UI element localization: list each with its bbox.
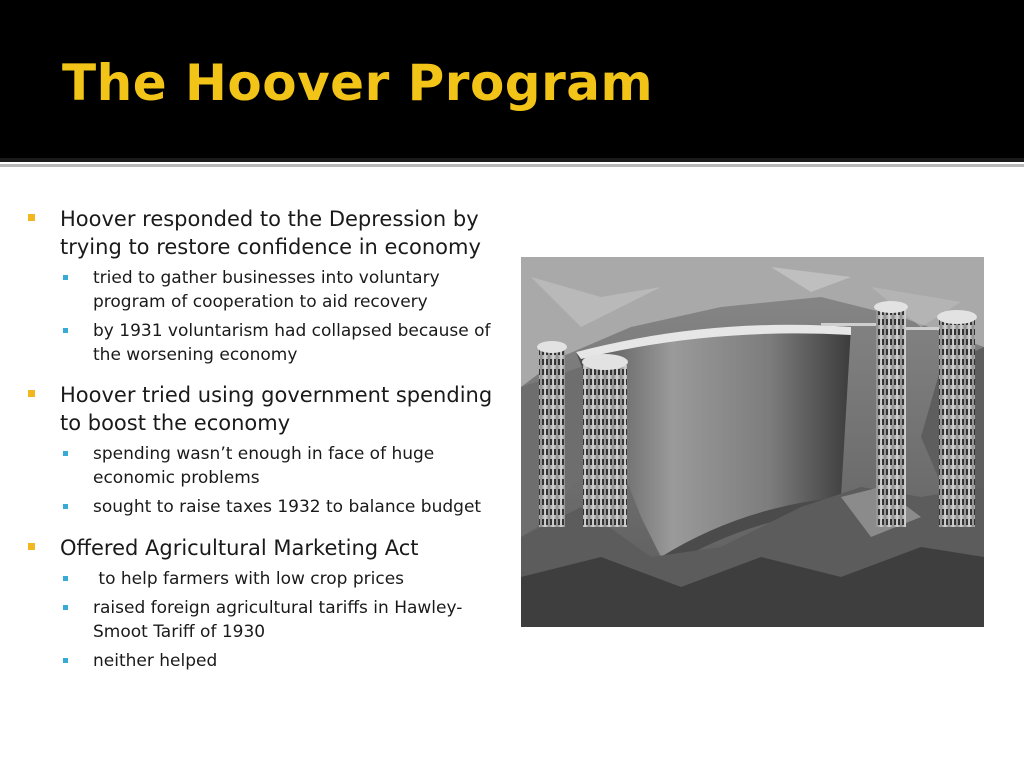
bullet-item [24, 381, 504, 437]
sub-bullet-item [24, 267, 504, 314]
bullet-list [24, 205, 504, 674]
sub-bullet-text: to help farmers with low crop prices [93, 568, 405, 589]
sub-bullet-text: neither helped [93, 651, 218, 671]
sub-bullet-item [24, 568, 504, 592]
square-sub-bullet-icon [63, 658, 68, 663]
square-sub-bullet-icon [63, 451, 68, 456]
title-bar [0, 0, 1024, 158]
sub-bullet-text: raised foreign agricultural tariffs in Hawley-Smoot Tariff of 1930 [93, 598, 463, 642]
sub-bullet-item [24, 597, 504, 644]
sub-bullet-text: by 1931 voluntarism had collapsed because of the worsening economy [93, 321, 491, 365]
square-sub-bullet-icon [63, 504, 68, 509]
bullet-text: Hoover tried using government spending to boost the economy [60, 383, 493, 435]
hoover-dam-photo [521, 257, 984, 627]
square-bullet-icon [28, 543, 35, 550]
sub-bullet-text: spending wasn’t enough in face of huge economic problems [93, 444, 435, 488]
sub-bullet-item [24, 650, 504, 674]
bullet-item [24, 534, 504, 562]
square-sub-bullet-icon [63, 328, 68, 333]
title-divider-light [0, 164, 1024, 167]
square-bullet-icon [28, 390, 35, 397]
bullet-text: Offered Agricultural Marketing Act [60, 535, 419, 560]
sub-bullet-text: sought to raise taxes 1932 to balance budget [93, 497, 482, 517]
square-sub-bullet-icon [63, 605, 68, 610]
square-sub-bullet-icon [63, 576, 68, 581]
sub-bullet-text: tried to gather businesses into voluntary program of cooperation to aid recovery [93, 268, 440, 312]
sub-bullet-item [24, 443, 504, 490]
sub-bullet-item [24, 320, 504, 367]
title-divider [0, 158, 1024, 162]
sub-bullet-item [24, 496, 504, 520]
square-bullet-icon [28, 214, 35, 221]
bullet-item [24, 205, 504, 261]
square-sub-bullet-icon [63, 275, 68, 280]
slide-title: The Hoover Program [62, 54, 654, 112]
bullet-text: Hoover responded to the Depression by trying to restore confidence in economy [60, 207, 481, 259]
